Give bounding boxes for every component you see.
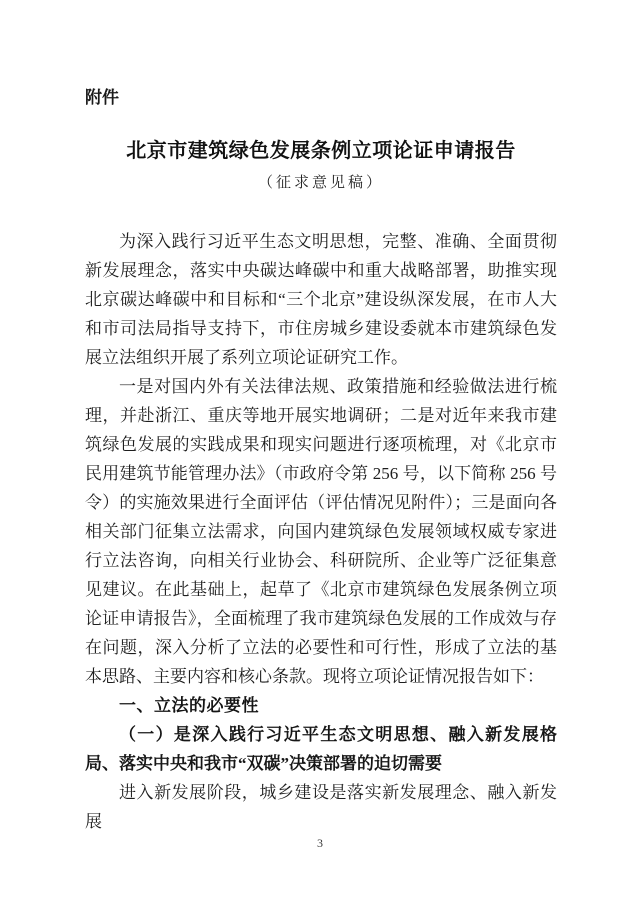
- document-title: 北京市建筑绿色发展条例立项论证申请报告: [126, 140, 516, 162]
- attachment-label: 附件: [85, 88, 119, 107]
- paragraph-intro: 为深入践行习近平生态文明思想，完整、准确、全面贯彻新发展理念，落实中央碳达峰碳中和重大战略部署，助推实现北京碳达峰碳中和目标和“三个北京”建设纵深发展，在市人大和市司法局指导支持下，市住房城乡建设委就本市建筑绿色发展立法组织开展了系列立项论证研究工作。: [85, 232, 557, 367]
- document-body: [85, 227, 557, 836]
- paragraph-new-development-stage: 进入新发展阶段，城乡建设是落实新发展理念、融入新发展: [85, 783, 557, 831]
- subsection-heading-1: （一）是深入践行习近平生态文明思想、融入新发展格局、落实中央和我市“双碳”决策部署的迫切需要: [85, 725, 557, 773]
- paragraph-research-process: 一是对国内外有关法律法规、政策措施和经验做法进行梳理，并赴浙江、重庆等地开展实地调研；二是对近年来我市建筑绿色发展的实践成果和现实问题进行逐项梳理，对《北京市民用建筑节能管理办法》（市政府令第 256 号，以下简称 256 号令）的实施效果进行全面评估（评估情况见附件）；三是面向各相关部门征集立法需求，向国内建筑绿色发展领域权威专家进行立法咨询，向相关行业协会、科研院所、企业等广泛征集意见建议。在此基础上，起草了《北京市建筑绿色发展条例立项论证申请报告》，全面梳理了我市建筑绿色发展的工作成效与存在问题，深入分析了立法的必要性和可行性，形成了立法的基本思路、主要内容和核心条款。现将立项论证情况报告如下：: [85, 377, 557, 686]
- page-number: 3: [317, 836, 323, 850]
- document-content: [85, 88, 557, 836]
- section-heading-necessity: 一、立法的必要性: [119, 696, 259, 715]
- document-subtitle: （征求意见稿）: [257, 175, 384, 191]
